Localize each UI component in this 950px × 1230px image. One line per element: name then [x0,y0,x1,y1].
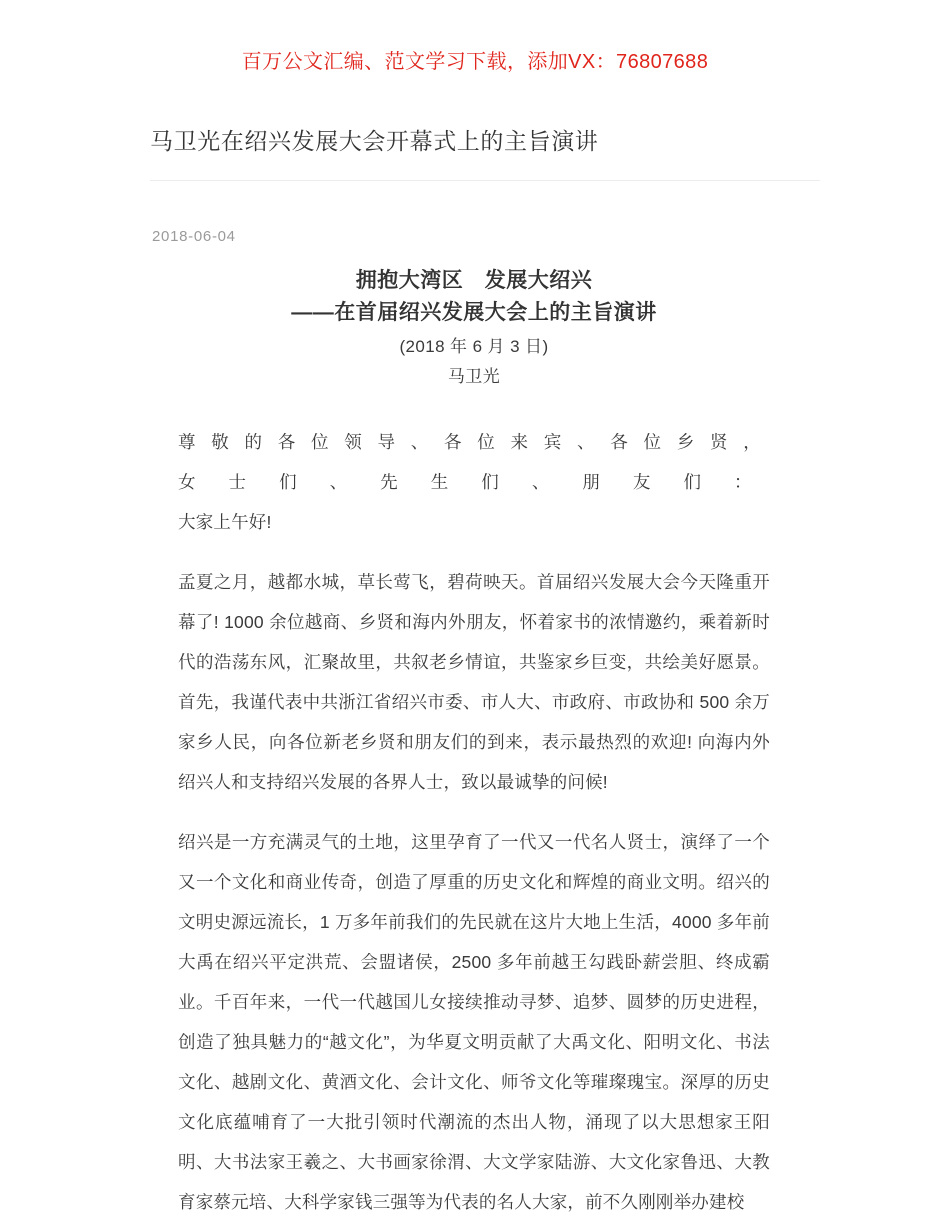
promo-banner [0,0,950,72]
salutation-line-2: 女士们、先生们、朋友们： [178,472,770,492]
article-header [140,124,810,181]
header-divider [150,180,820,181]
document-heading-block [178,265,770,392]
paragraph-salutation [178,422,770,542]
paragraph-2: 绍兴是一方充满灵气的土地，这里孕育了一代又一代名人贤士，演绎了一个又一个文化和商业传奇，创造了厚重的历史文化和辉煌的商业文明。绍兴的文明史源远流长，1 万多年前我们的先民就在这片大地上生活，4000 多年前大禹在绍兴平定洪荒、会盟诸侯，2500 多年前越王勾践卧薪尝胆、终成霸业。千百年来，一代一代越国儿女接续推动寻梦、追梦、圆梦的历史进程，创造了独具魅力的“越文化”，为华夏文明贡献了大禹文化、阳明文化、书法文化、越剧文化、黄酒文化、会计文化、师爷文化等璀璨瑰宝。深厚的历史文化底蕴哺育了一大批引领时代潮流的杰出人物，涌现了以大思想家王阳明、大书法家王羲之、大书画家徐渭、大文学家陆游、大文化家鲁迅、大教育家蔡元培、大科学家钱三强等为代表的名人大家，前不久刚刚举办建校 [178,832,770,1212]
document-title-subtitle: ——在首届绍兴发展大会上的主旨演讲 [291,301,657,324]
document-title-main: 拥抱大湾区 发展大绍兴 [355,269,593,292]
page-title: 马卫光在绍兴发展大会开幕式上的主旨演讲 [150,128,599,154]
document-author: 马卫光 [447,367,501,386]
paragraph-1: 孟夏之月，越都水城，草长莺飞，碧荷映天。首届绍兴发展大会今天隆重开幕了! 1000 余位越商、乡贤和海内外朋友，怀着家书的浓情邀约，乘着新时代的浩荡东风，汇聚故里，共叙老乡情谊，共鉴家乡巨变，共绘美好愿景。首先，我谨代表中共浙江省绍兴市委、市人大、市政府、市政协和 500 余万家乡人民，向各位新老乡贤和朋友们的到来，表示最热烈的欢迎! 向海内外绍兴人和支持绍兴发展的各界人士，致以最诚挚的问候! [178,572,770,792]
salutation-line-1: 尊敬的各位领导、各位来宾、各位乡贤， [178,432,770,452]
document-date-line: (2018 年 6 月 3 日) [399,337,549,356]
article-meta [140,227,810,247]
publish-date: 2018-06-04 [152,228,236,245]
document-body [178,422,770,1222]
promo-text: 百万公文汇编、范文学习下载，添加VX：76807688 [241,51,709,73]
document-content [178,265,770,1222]
salutation-line-3: 大家上午好! [178,512,272,532]
